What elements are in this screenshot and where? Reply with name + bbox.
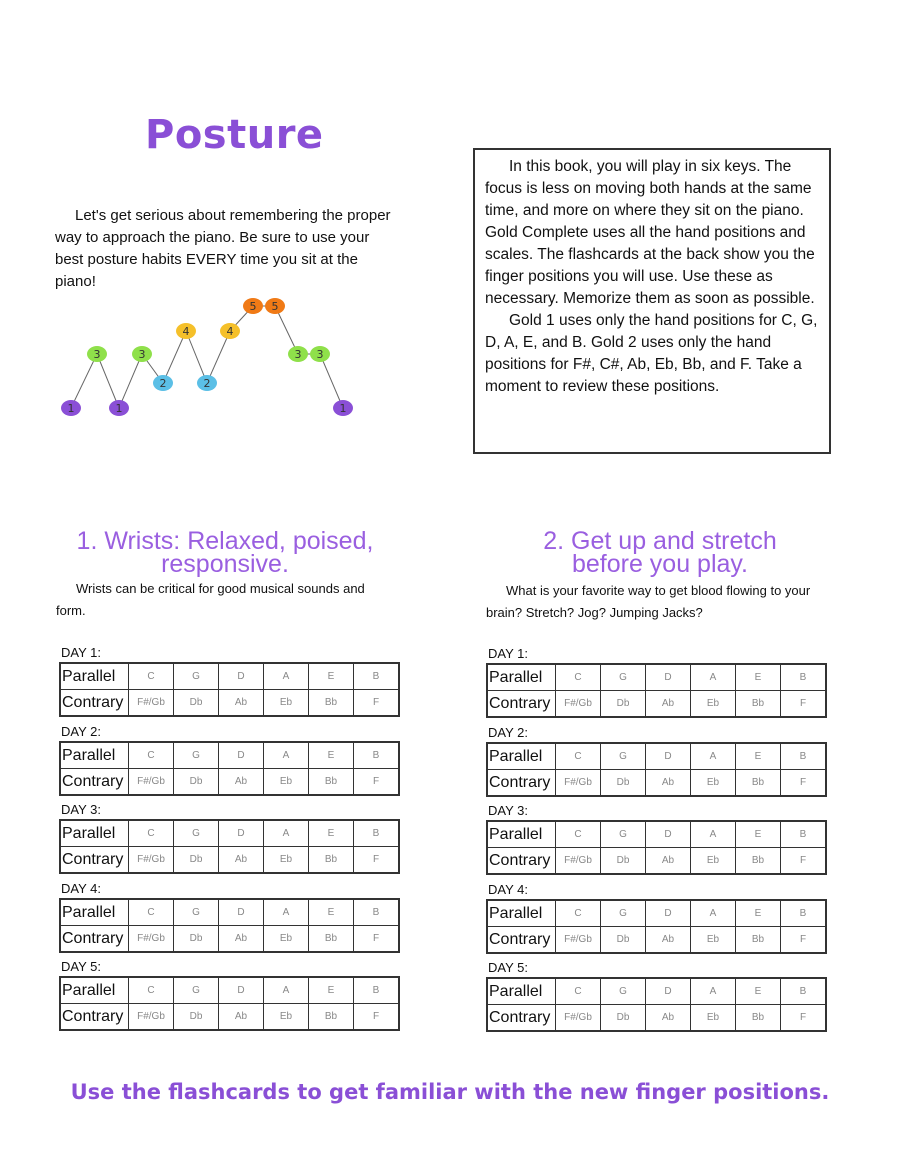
row-label: Parallel xyxy=(487,743,556,770)
fingering-connector xyxy=(186,331,207,383)
finger-node-number: 4 xyxy=(182,325,190,338)
finger-node-number: 2 xyxy=(159,377,167,390)
row-label: Parallel xyxy=(487,664,556,691)
key-checkbox-cell[interactable]: Ab xyxy=(219,926,264,953)
key-checkbox-cell[interactable]: G xyxy=(601,821,646,848)
finger-node-number: 1 xyxy=(67,402,75,415)
key-checkbox-cell[interactable]: C xyxy=(556,664,601,691)
day-label: DAY 2: xyxy=(61,724,101,739)
key-checkbox-cell[interactable]: B xyxy=(781,821,827,848)
key-checkbox-cell[interactable]: F xyxy=(781,770,827,797)
practice-table xyxy=(486,977,827,1032)
key-checkbox-cell[interactable]: E xyxy=(736,743,781,770)
practice-table xyxy=(486,663,827,718)
key-checkbox-cell[interactable]: Db xyxy=(174,1004,219,1031)
row-label: Contrary xyxy=(60,926,129,953)
key-checkbox-cell[interactable]: Ab xyxy=(646,691,691,718)
key-checkbox-cell[interactable]: A xyxy=(691,743,736,770)
key-checkbox-cell[interactable]: C xyxy=(556,900,601,927)
intro-paragraph: Let's get serious about remembering the proper way to approach the piano. Be sure to use your best posture habits EVERY time you sit at the piano! xyxy=(55,207,391,290)
key-checkbox-cell[interactable]: F xyxy=(781,1005,827,1032)
key-checkbox-cell[interactable]: Db xyxy=(601,927,646,954)
key-checkbox-cell[interactable]: B xyxy=(354,977,400,1004)
parallel-row xyxy=(60,899,399,926)
key-checkbox-cell[interactable]: F#/Gb xyxy=(556,1005,601,1032)
day-label: DAY 4: xyxy=(61,881,101,896)
finger-number-node xyxy=(61,400,81,416)
info-box xyxy=(473,148,831,454)
fingering-connector xyxy=(97,354,119,408)
parallel-row xyxy=(60,977,399,1004)
practice-table xyxy=(486,820,827,875)
key-checkbox-cell[interactable]: Eb xyxy=(691,691,736,718)
key-checkbox-cell[interactable]: A xyxy=(691,821,736,848)
key-checkbox-cell[interactable]: Ab xyxy=(646,848,691,875)
finger-number-node xyxy=(220,323,240,339)
key-checkbox-cell[interactable]: D xyxy=(646,978,691,1005)
finger-node-number: 2 xyxy=(203,377,211,390)
key-checkbox-cell[interactable]: G xyxy=(174,820,219,847)
section1-description: Wrists can be critical for good musical sounds and form. xyxy=(56,581,365,618)
finger-node-number: 5 xyxy=(249,300,257,313)
contrary-row xyxy=(60,690,399,717)
key-checkbox-cell[interactable]: A xyxy=(691,978,736,1005)
key-checkbox-cell[interactable]: B xyxy=(354,820,400,847)
key-checkbox-cell[interactable]: Ab xyxy=(646,770,691,797)
key-checkbox-cell[interactable]: F#/Gb xyxy=(129,690,174,717)
key-checkbox-cell[interactable]: A xyxy=(691,664,736,691)
key-checkbox-cell[interactable]: A xyxy=(264,663,309,690)
finger-number-node xyxy=(288,346,308,362)
key-checkbox-cell[interactable]: C xyxy=(556,743,601,770)
section2-description: What is your favorite way to get blood flowing to your brain? Stretch? Jog? Jumping Jacks? xyxy=(486,583,811,620)
key-checkbox-cell[interactable]: F#/Gb xyxy=(129,847,174,874)
key-checkbox-cell[interactable]: Bb xyxy=(736,927,781,954)
key-checkbox-cell[interactable]: A xyxy=(264,899,309,926)
key-checkbox-cell[interactable]: F xyxy=(354,926,400,953)
row-label: Parallel xyxy=(487,900,556,927)
key-checkbox-cell[interactable]: Eb xyxy=(691,848,736,875)
key-checkbox-cell[interactable]: D xyxy=(219,663,264,690)
key-checkbox-cell[interactable]: A xyxy=(264,820,309,847)
key-checkbox-cell[interactable]: Eb xyxy=(264,926,309,953)
key-checkbox-cell[interactable]: Eb xyxy=(264,1004,309,1031)
day-label: DAY 1: xyxy=(488,646,528,661)
finger-number-node xyxy=(243,298,263,314)
key-checkbox-cell[interactable]: G xyxy=(601,664,646,691)
contrary-row xyxy=(487,848,826,875)
fingering-connector xyxy=(320,354,343,408)
key-checkbox-cell[interactable]: Db xyxy=(174,926,219,953)
row-label: Contrary xyxy=(487,770,556,797)
row-label: Contrary xyxy=(487,1005,556,1032)
key-checkbox-cell[interactable]: Eb xyxy=(691,1005,736,1032)
finger-number-node xyxy=(197,375,217,391)
key-checkbox-cell[interactable]: Bb xyxy=(736,691,781,718)
parallel-row xyxy=(60,820,399,847)
fingering-connector xyxy=(119,354,142,408)
row-label: Parallel xyxy=(60,663,129,690)
key-checkbox-cell[interactable]: G xyxy=(174,977,219,1004)
row-label: Parallel xyxy=(60,742,129,769)
row-label: Parallel xyxy=(487,978,556,1005)
finger-node-number: 1 xyxy=(339,402,347,415)
key-checkbox-cell[interactable]: Ab xyxy=(219,1004,264,1031)
key-checkbox-cell[interactable]: D xyxy=(646,743,691,770)
key-checkbox-cell[interactable]: B xyxy=(354,663,400,690)
key-checkbox-cell[interactable]: A xyxy=(691,900,736,927)
finger-number-node xyxy=(265,298,285,314)
key-checkbox-cell[interactable]: Ab xyxy=(219,847,264,874)
parallel-row xyxy=(487,821,826,848)
section1-heading: 1. Wrists: Relaxed, poised, responsive. xyxy=(76,527,374,578)
parallel-row xyxy=(60,663,399,690)
contrary-row xyxy=(60,769,399,796)
key-checkbox-cell[interactable]: F xyxy=(354,1004,400,1031)
key-checkbox-cell[interactable]: Bb xyxy=(309,926,354,953)
key-checkbox-cell[interactable]: Bb xyxy=(736,848,781,875)
key-checkbox-cell[interactable]: F#/Gb xyxy=(556,848,601,875)
day-label: DAY 5: xyxy=(61,959,101,974)
finger-node-number: 3 xyxy=(294,348,302,361)
row-label: Contrary xyxy=(487,848,556,875)
key-checkbox-cell[interactable]: E xyxy=(309,899,354,926)
key-checkbox-cell[interactable]: Ab xyxy=(219,769,264,796)
key-checkbox-cell[interactable]: F xyxy=(354,769,400,796)
practice-table xyxy=(59,976,400,1031)
parallel-row xyxy=(487,900,826,927)
day-label: DAY 5: xyxy=(488,960,528,975)
key-checkbox-cell[interactable]: E xyxy=(736,821,781,848)
key-checkbox-cell[interactable]: Eb xyxy=(691,770,736,797)
key-checkbox-cell[interactable]: C xyxy=(129,977,174,1004)
key-checkbox-cell[interactable]: Ab xyxy=(219,690,264,717)
key-checkbox-cell[interactable]: F#/Gb xyxy=(129,769,174,796)
key-checkbox-cell[interactable]: Eb xyxy=(264,769,309,796)
contrary-row xyxy=(60,926,399,953)
key-checkbox-cell[interactable]: F xyxy=(354,847,400,874)
row-label: Contrary xyxy=(60,847,129,874)
row-label: Contrary xyxy=(60,1004,129,1031)
finger-number-node xyxy=(153,375,173,391)
key-checkbox-cell[interactable]: F xyxy=(781,691,827,718)
key-checkbox-cell[interactable]: C xyxy=(556,821,601,848)
finger-number-node xyxy=(333,400,353,416)
practice-table xyxy=(59,898,400,953)
key-checkbox-cell[interactable]: E xyxy=(309,742,354,769)
key-checkbox-cell[interactable]: Bb xyxy=(309,769,354,796)
contrary-row xyxy=(487,691,826,718)
finger-node-number: 5 xyxy=(271,300,279,313)
fingering-connector xyxy=(163,331,186,383)
finger-node-number: 3 xyxy=(93,348,101,361)
row-label: Parallel xyxy=(60,820,129,847)
info-paragraph-1: In this book, you will play in six keys. The focus is less on moving both hands at the same time, and more on where they sit on the piano. Gold Complete uses all the hand positions and scales. The flashcards at the back show you the finger positions you will use. Use these as necessary. Memorize them as soon as possible. xyxy=(485,158,815,307)
key-checkbox-cell[interactable]: D xyxy=(219,899,264,926)
key-checkbox-cell[interactable]: C xyxy=(129,899,174,926)
key-checkbox-cell[interactable]: Db xyxy=(174,690,219,717)
key-checkbox-cell[interactable]: Db xyxy=(174,769,219,796)
day-label: DAY 1: xyxy=(61,645,101,660)
finger-node-number: 3 xyxy=(138,348,146,361)
footer-note: Use the flashcards to get familiar with the new finger positions. xyxy=(70,1080,830,1104)
key-checkbox-cell[interactable]: Eb xyxy=(264,847,309,874)
key-checkbox-cell[interactable]: A xyxy=(264,742,309,769)
section2-heading: 2. Get up and stretch before you play. xyxy=(543,527,777,578)
key-checkbox-cell[interactable]: B xyxy=(781,664,827,691)
key-checkbox-cell[interactable]: B xyxy=(781,900,827,927)
row-label: Contrary xyxy=(60,690,129,717)
key-checkbox-cell[interactable]: B xyxy=(354,742,400,769)
key-checkbox-cell[interactable]: C xyxy=(556,978,601,1005)
practice-table xyxy=(59,819,400,874)
day-label: DAY 3: xyxy=(61,802,101,817)
finger-number-node xyxy=(310,346,330,362)
fingering-diagram xyxy=(55,292,365,422)
page-title: Posture xyxy=(145,112,324,158)
finger-node-number: 3 xyxy=(316,348,324,361)
key-checkbox-cell[interactable]: Eb xyxy=(264,690,309,717)
key-checkbox-cell[interactable]: G xyxy=(601,900,646,927)
key-checkbox-cell[interactable]: G xyxy=(174,742,219,769)
key-checkbox-cell[interactable]: D xyxy=(219,977,264,1004)
key-checkbox-cell[interactable]: Bb xyxy=(309,1004,354,1031)
key-checkbox-cell[interactable]: G xyxy=(174,663,219,690)
key-checkbox-cell[interactable]: F xyxy=(354,690,400,717)
key-checkbox-cell[interactable]: D xyxy=(219,820,264,847)
parallel-row xyxy=(487,743,826,770)
finger-number-node xyxy=(176,323,196,339)
finger-number-node xyxy=(109,400,129,416)
parallel-row xyxy=(487,978,826,1005)
key-checkbox-cell[interactable]: F#/Gb xyxy=(129,926,174,953)
key-checkbox-cell[interactable]: E xyxy=(309,663,354,690)
key-checkbox-cell[interactable]: C xyxy=(129,663,174,690)
key-checkbox-cell[interactable]: Bb xyxy=(309,690,354,717)
key-checkbox-cell[interactable]: D xyxy=(219,742,264,769)
key-checkbox-cell[interactable]: F#/Gb xyxy=(556,691,601,718)
key-checkbox-cell[interactable]: D xyxy=(646,900,691,927)
finger-number-node xyxy=(87,346,107,362)
parallel-row xyxy=(60,742,399,769)
key-checkbox-cell[interactable]: F#/Gb xyxy=(129,1004,174,1031)
key-checkbox-cell[interactable]: Ab xyxy=(646,1005,691,1032)
contrary-row xyxy=(60,1004,399,1031)
key-checkbox-cell[interactable]: G xyxy=(601,978,646,1005)
row-label: Contrary xyxy=(487,927,556,954)
key-checkbox-cell[interactable]: A xyxy=(264,977,309,1004)
key-checkbox-cell[interactable]: G xyxy=(174,899,219,926)
key-checkbox-cell[interactable]: Db xyxy=(601,848,646,875)
key-checkbox-cell[interactable]: Bb xyxy=(309,847,354,874)
key-checkbox-cell[interactable]: F#/Gb xyxy=(556,770,601,797)
key-checkbox-cell[interactable]: Db xyxy=(601,691,646,718)
finger-number-node xyxy=(132,346,152,362)
row-label: Parallel xyxy=(60,977,129,1004)
row-label: Parallel xyxy=(487,821,556,848)
key-checkbox-cell[interactable]: Ab xyxy=(646,927,691,954)
key-checkbox-cell[interactable]: E xyxy=(309,977,354,1004)
key-checkbox-cell[interactable]: E xyxy=(736,978,781,1005)
practice-table xyxy=(486,899,827,954)
finger-node-number: 4 xyxy=(226,325,234,338)
row-label: Parallel xyxy=(60,899,129,926)
key-checkbox-cell[interactable]: F#/Gb xyxy=(556,927,601,954)
key-checkbox-cell[interactable]: Bb xyxy=(736,1005,781,1032)
day-label: DAY 4: xyxy=(488,882,528,897)
parallel-row xyxy=(487,664,826,691)
fingering-connector xyxy=(71,354,97,408)
key-checkbox-cell[interactable]: Eb xyxy=(691,927,736,954)
key-checkbox-cell[interactable]: E xyxy=(736,900,781,927)
contrary-row xyxy=(487,1005,826,1032)
contrary-row xyxy=(487,770,826,797)
key-checkbox-cell[interactable]: Db xyxy=(601,770,646,797)
row-label: Contrary xyxy=(487,691,556,718)
row-label: Contrary xyxy=(60,769,129,796)
day-label: DAY 3: xyxy=(488,803,528,818)
key-checkbox-cell[interactable]: Db xyxy=(174,847,219,874)
key-checkbox-cell[interactable]: D xyxy=(646,821,691,848)
key-checkbox-cell[interactable]: E xyxy=(736,664,781,691)
key-checkbox-cell[interactable]: B xyxy=(781,978,827,1005)
key-checkbox-cell[interactable]: C xyxy=(129,820,174,847)
key-checkbox-cell[interactable]: F xyxy=(781,927,827,954)
key-checkbox-cell[interactable]: E xyxy=(309,820,354,847)
key-checkbox-cell[interactable]: B xyxy=(781,743,827,770)
key-checkbox-cell[interactable]: D xyxy=(646,664,691,691)
key-checkbox-cell[interactable]: B xyxy=(354,899,400,926)
practice-table xyxy=(486,742,827,797)
key-checkbox-cell[interactable]: C xyxy=(129,742,174,769)
day-label: DAY 2: xyxy=(488,725,528,740)
contrary-row xyxy=(60,847,399,874)
contrary-row xyxy=(487,927,826,954)
key-checkbox-cell[interactable]: Bb xyxy=(736,770,781,797)
key-checkbox-cell[interactable]: F xyxy=(781,848,827,875)
info-paragraph-2: Gold 1 uses only the hand positions for C, G, D, A, E, and B. Gold 2 uses only the hand positions for F#, C#, Ab, Eb, Bb, and F. Take a moment to review these positions. xyxy=(485,312,818,395)
practice-table xyxy=(59,741,400,796)
key-checkbox-cell[interactable]: Db xyxy=(601,1005,646,1032)
key-checkbox-cell[interactable]: G xyxy=(601,743,646,770)
finger-node-number: 1 xyxy=(115,402,123,415)
fingering-connector xyxy=(207,331,230,383)
practice-table xyxy=(59,662,400,717)
